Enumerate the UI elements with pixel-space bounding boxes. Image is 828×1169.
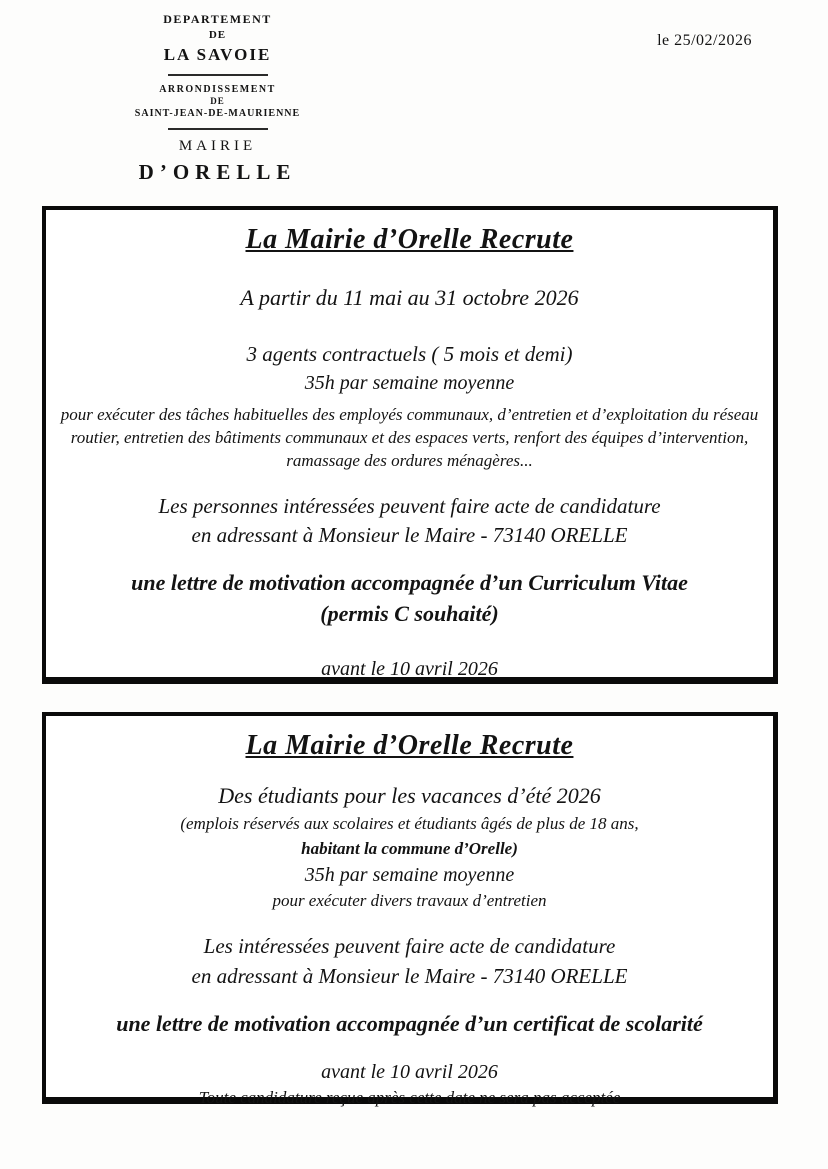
arrondissement-label-line1: ARRONDISSEMENT [159, 84, 276, 95]
application-instruction-line1: Les intéressées peuvent faire acte de candidature [203, 934, 616, 959]
application-deadline: avant le 10 avril 2026 [321, 658, 498, 681]
notice-box-student-jobs [42, 712, 778, 1107]
recruitment-period: A partir du 11 mai au 31 octobre 2026 [240, 285, 579, 310]
required-documents: une lettre de motivation accompagnée d’un certificat de scolarité [116, 1011, 703, 1036]
notice-box-contract-agents [42, 206, 778, 684]
letterhead-divider [168, 74, 268, 76]
required-documents-line2: (permis C souhaité) [320, 600, 499, 626]
weekly-hours: 35h par semaine moyenne [304, 864, 515, 887]
notice-title: La Mairie d’Orelle Recrute [245, 730, 574, 761]
duties-description: pour exécuter des tâches habituelles des employés communaux, d’entretien et d’exploitation du réseau routier, entretien des bâtiments communaux et des espaces verts, renfort des équipes d’intervention, ramassage des ordures ménagères... [60, 404, 759, 470]
late-application-note: Toute candidature reçue après cette date ne sera pas acceptée [198, 1087, 621, 1107]
document-date: le 25/02/2026 [657, 32, 752, 49]
departement-name: LA SAVOIE [163, 45, 272, 64]
departement-label-line1: DEPARTEMENT [163, 12, 272, 26]
target-audience: Des étudiants pour les vacances d’été 2026 [218, 783, 601, 808]
weekly-hours: 35h par semaine moyenne [304, 371, 515, 394]
commune-name: D’ORELLE [138, 160, 297, 184]
eligibility-line1: (emplois réservés aux scolaires et étudiants âgés de plus de 18 ans, [180, 813, 639, 833]
eligibility-line2: habitant la commune d’Orelle) [301, 838, 518, 858]
mairie-label: MAIRIE [178, 138, 257, 154]
notice-title: La Mairie d’Orelle Recrute [245, 224, 574, 255]
application-instruction-line2: en adressant à Monsieur le Maire - 73140 ORELLE [191, 963, 628, 988]
letterhead [110, 12, 325, 185]
application-deadline: avant le 10 avril 2026 [321, 1060, 498, 1083]
duties-description: pour exécuter divers travaux d’entretien [272, 891, 547, 911]
letterhead-divider [168, 128, 268, 130]
required-documents-line1: une lettre de motivation accompagnée d’un Curriculum Vitae [131, 570, 688, 596]
positions-offered: 3 agents contractuels ( 5 mois et demi) [246, 341, 573, 366]
arrondissement-label-line2: DE [210, 96, 225, 106]
application-instruction-line1: Les personnes intéressées peuvent faire acte de candidature [158, 493, 661, 518]
application-instruction-line2: en adressant à Monsieur le Maire - 73140 ORELLE [191, 523, 628, 547]
arrondissement-name: SAINT-JEAN-DE-MAURIENNE [134, 108, 301, 119]
departement-label-line2: DE [208, 29, 227, 41]
